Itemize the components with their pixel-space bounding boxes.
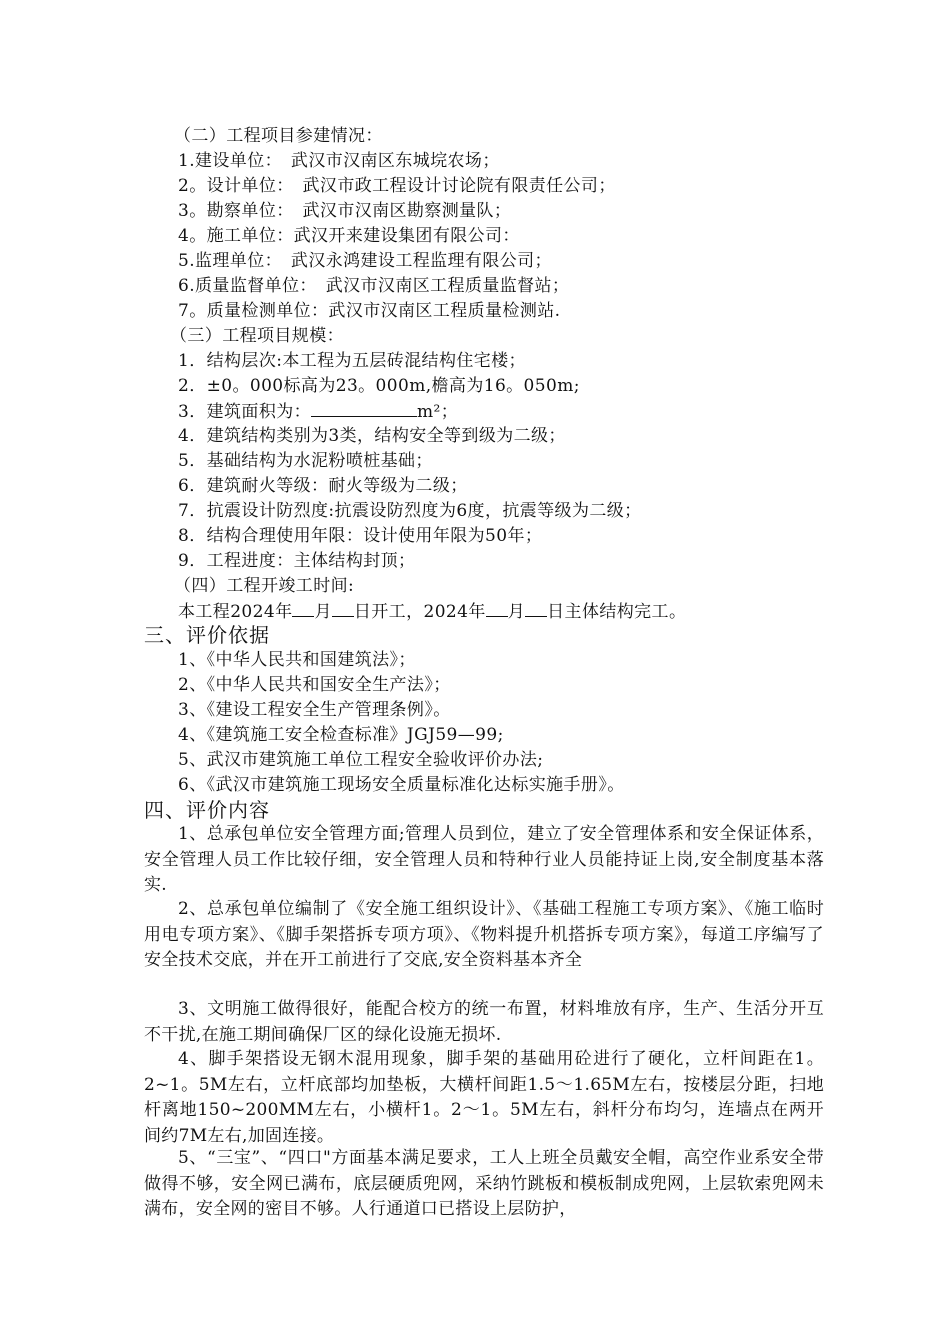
evaluation-paragraph: 4、脚手架搭设无钢木混用现象，脚手架的基础用砼进行了硬化，立杆间距在1。2~1。5M左右，立杆底部均加垫板，大横杆间距1.5～1.65M左右，按楼层分距，扫地杆离地150~200MM左右，小横杆1。2～1。5M左右，斜杆分布均匀，连墙点在两开间约7M左右,加固连接。 <box>144 1049 824 1146</box>
day-blank <box>525 599 547 617</box>
participant-item: 3。勘察单位： 武汉市汉南区勘察测量队； <box>178 201 512 221</box>
schedule-text: 日开工，2024年 <box>353 602 486 622</box>
participant-item: 5.监理单位： 武汉永鸿建设工程监理有限公司； <box>178 251 552 271</box>
basis-item: 5、武汉市建筑施工单位工程安全验收评价办法; <box>178 750 544 770</box>
basis-item: 1、《中华人民共和国建筑法》； <box>178 650 416 670</box>
participant-item: 4。施工单位：武汉开来建设集团有限公司： <box>178 226 520 246</box>
section2-title: （二）工程项目参建情况： <box>174 126 383 146</box>
scale-item: 9．工程进度：主体结构封顶； <box>178 551 416 571</box>
area-blank <box>311 399 417 417</box>
evaluation-paragraph: 2、总承包单位编制了《安全施工组织设计》、《基础工程施工专项方案》、《施工临时用电专项方案》、《脚手架搭拆专项方项》、《物料提升机搭拆专项方案》，每道工序编写了安全技术交底，并在开工前进行了交底,安全资料基本齐全 <box>144 899 824 970</box>
section4-title: （四）工程开竣工时间: <box>174 576 355 596</box>
schedule-text: 月 <box>314 602 332 622</box>
schedule-text: 日主体结构完工。 <box>547 602 687 622</box>
scale-item: 1．结构层次:本工程为五层砖混结构住宅楼； <box>178 351 526 371</box>
schedule-text: 本工程2024年 <box>178 602 293 622</box>
participant-item: 2。设计单位： 武汉市政工程设计讨论院有限责任公司； <box>178 176 616 196</box>
basis-item: 6、《武汉市建筑施工现场安全质量标准化达标实施手册》。 <box>178 775 625 795</box>
participant-item: 6.质量监督单位： 武汉市汉南区工程质量监督站； <box>178 276 570 296</box>
participant-item: 7。质量检测单位：武汉市汉南区工程质量检测站. <box>178 301 561 321</box>
chapter4-heading: 四、评价内容 <box>144 798 270 822</box>
month-blank <box>486 599 508 617</box>
basis-item: 2、《中华人民共和国安全生产法》； <box>178 675 451 695</box>
schedule-text: 月 <box>507 602 526 622</box>
chapter3-heading: 三、评价依据 <box>144 623 270 647</box>
section3-title: （三）工程项目规模： <box>170 326 344 346</box>
scale-item: 6．建筑耐火等级：耐火等级为二级； <box>178 476 468 496</box>
month-blank <box>292 599 314 617</box>
day-blank <box>332 599 354 617</box>
scale-item: 5．基础结构为水泥粉喷桩基础； <box>178 451 433 471</box>
scale-item: 7．抗震设计防烈度:抗震设防烈度为6度，抗震等级为二级； <box>178 501 642 521</box>
scale-item: 8．结构合理使用年限：设计使用年限为50年； <box>178 526 543 546</box>
scale-item-area <box>178 399 458 425</box>
evaluation-paragraph: 3、文明施工做得很好，能配合校方的统一布置，材料堆放有序，生产、生活分开互不干扰,在施工期间确保厂区的绿化设施无损坏. <box>144 999 824 1045</box>
scale-item: 4．建筑结构类别为3类，结构安全等到级为二级； <box>178 426 566 446</box>
participant-item: 1.建设单位： 武汉市汉南区东城垸农场； <box>178 151 500 171</box>
evaluation-paragraph: 1、总承包单位安全管理方面;管理人员到位，建立了安全管理体系和安全保证体系，安全管理人员工作比较仔细，安全管理人员和特种行业人员能持证上岗,安全制度基本落实. <box>144 824 824 895</box>
basis-item: 3、《建设工程安全生产管理条例》。 <box>178 700 451 720</box>
area-label: 3．建筑面积为： <box>178 402 312 422</box>
scale-item: 2．±0。000标高为23。000m,檐高为16。050m; <box>178 376 580 396</box>
basis-item: 4、《建筑施工安全检查标准》JGJ59—99; <box>178 725 504 745</box>
area-unit: m²； <box>417 402 459 422</box>
evaluation-paragraph: 5、“三宝”、“四口"方面基本满足要求，工人上班全员戴安全帽，高空作业系安全带做得不够，安全网已满布，底层硬质兜网，采纳竹跳板和模板制成兜网，上层软索兜网未满布，安全网的密目不够。人行通道口已搭设上层防护， <box>144 1148 824 1219</box>
